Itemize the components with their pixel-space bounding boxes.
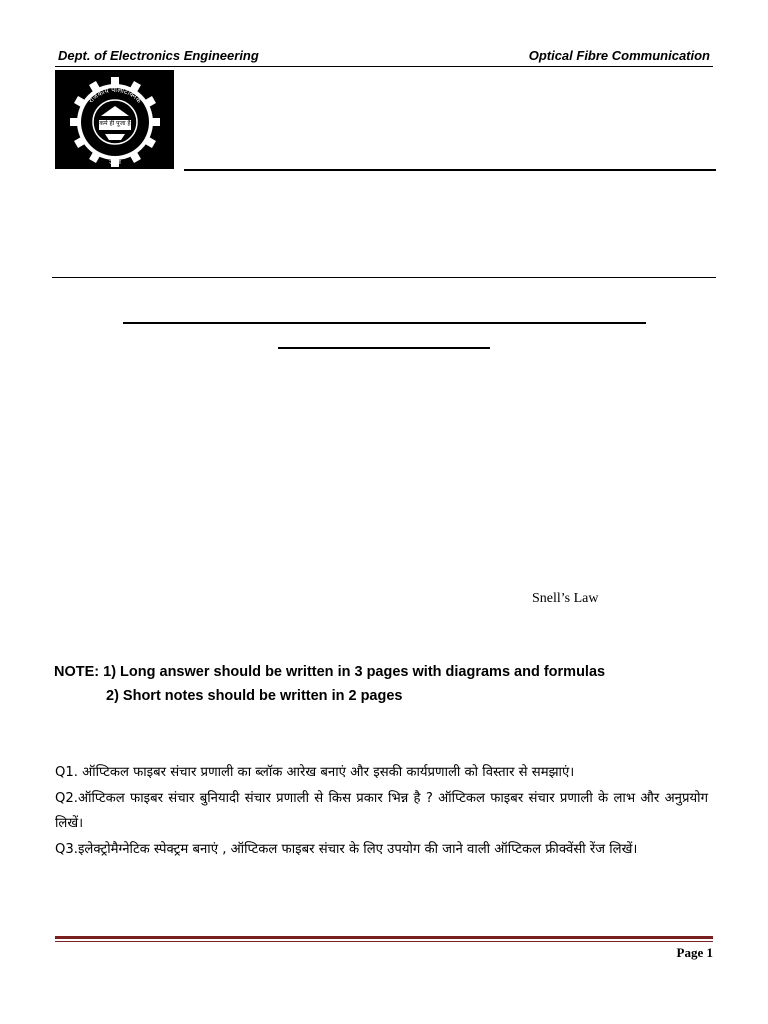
- footer-rule-thick: [55, 936, 713, 939]
- title-underline-long: [123, 322, 646, 324]
- section-rule: [52, 277, 716, 278]
- note-line-2: 2) Short notes should be written in 2 pages: [106, 688, 403, 704]
- figure-caption: Snell’s Law: [532, 591, 599, 606]
- question-item: Q1. ऑप्टिकल फाइबर संचार प्रणाली का ब्लॉक आरेख बनाएं और इसकी कार्यप्रणाली को विस्तार से समझाएं।: [55, 765, 575, 780]
- header-left: Dept. of Electronics Engineering: [58, 48, 259, 63]
- svg-text:राजकीय पॉलीटेक्निक: राजकीय पॉलीटेक्निक: [86, 85, 144, 105]
- question-list: [55, 760, 708, 862]
- title-underline-short: [278, 347, 490, 349]
- title-rule-top: [184, 169, 716, 171]
- question-item: Q3.इलेक्ट्रोमैग्नेटिक स्पेक्ट्रम बनाएं , ऑप्टिकल फाइबर संचार के लिए उपयोग की जाने वाली ऑप्टिकल फ्रीक्वेंसी रेंज लिखें।: [55, 841, 638, 857]
- institute-logo: [55, 70, 174, 169]
- note-line-1: NOTE: 1) Long answer should be written in 3 pages with diagrams and formulas: [54, 664, 606, 680]
- polytechnic-gear-seal-icon: [55, 70, 174, 169]
- footer-rule-thin: [55, 941, 713, 942]
- header-rule: [55, 66, 713, 67]
- svg-text:कर्म ही पूजा है: कर्म ही पूजा है: [99, 120, 131, 127]
- page-number: Page 1: [676, 945, 713, 960]
- svg-text:उन्नाव: उन्नाव: [109, 159, 121, 166]
- header-right: Optical Fibre Communication: [528, 48, 710, 63]
- question-item: Q2.ऑप्टिकल फाइबर संचार बुनियादी संचार प्रणाली से किस प्रकार भिन्न है ? ऑप्टिकल फाइबर संचार प्रणाली के लाभ और अनुप्रयोग लिखें।: [55, 790, 708, 831]
